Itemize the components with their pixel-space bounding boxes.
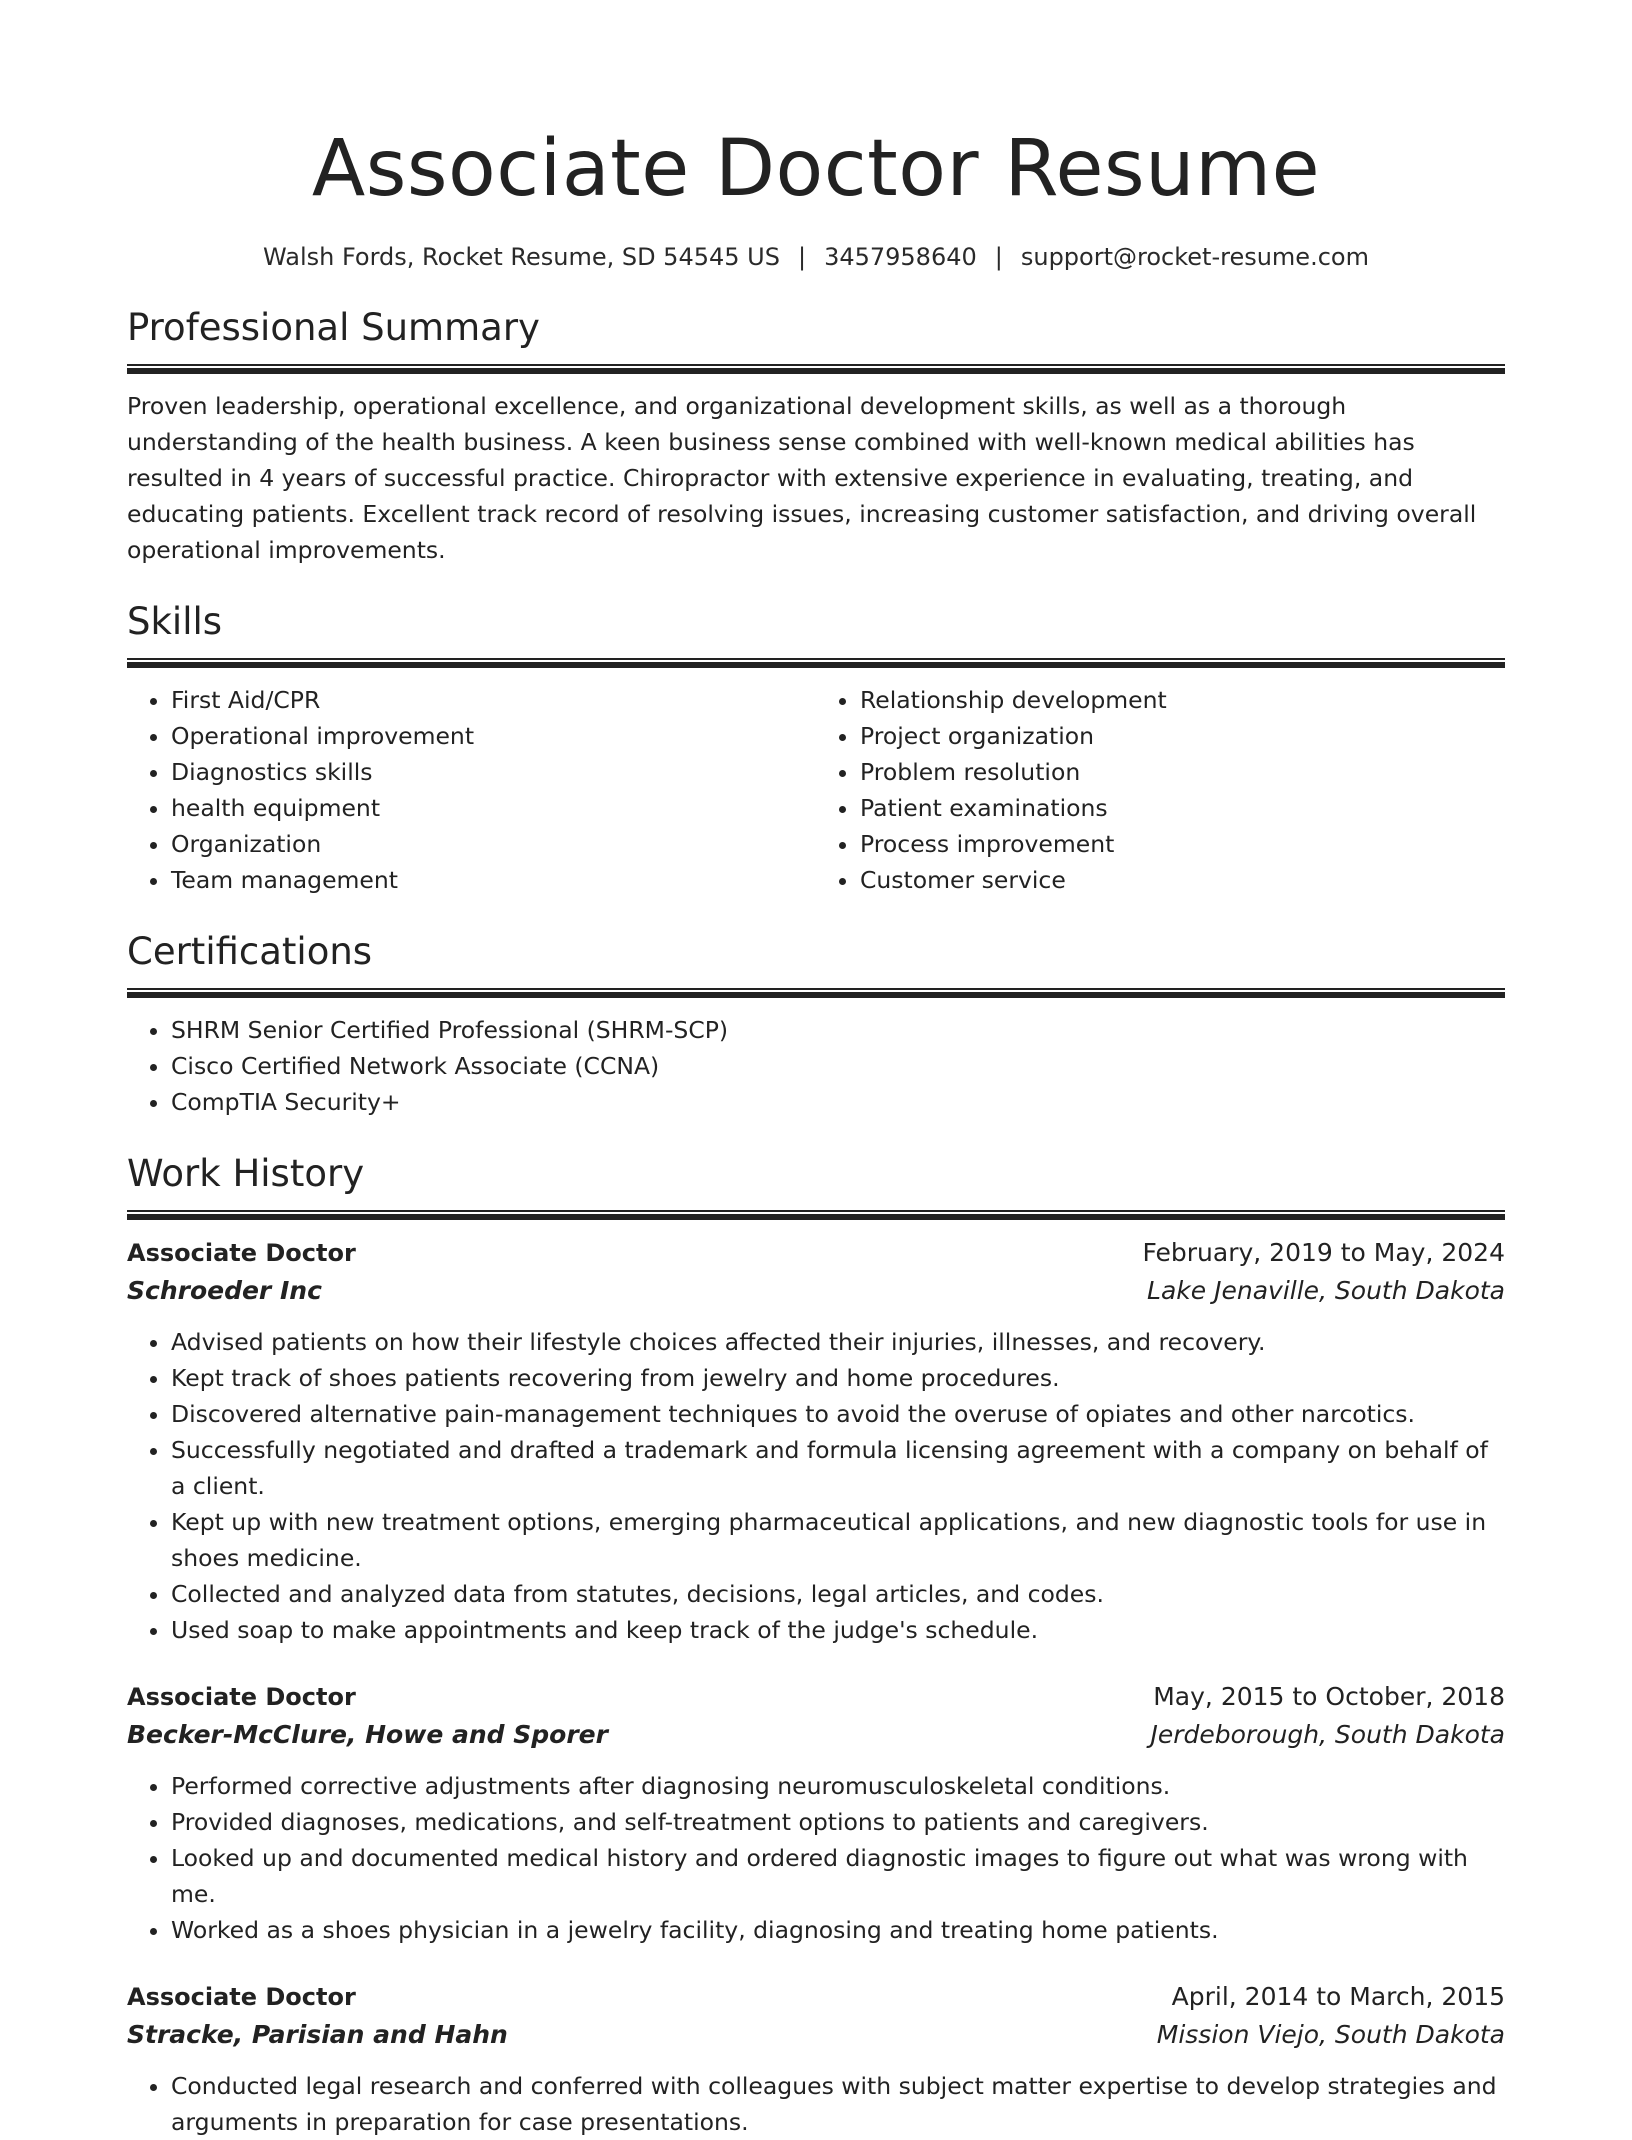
job-entry: [127, 1234, 1505, 1648]
job-bullet: • Discovered alternative pain-management techniques to avoid the overuse of opiates and other narcotics.: [171, 1396, 1505, 1432]
skill-item: • First Aid/CPR: [171, 682, 816, 718]
skills-section: [127, 598, 1505, 898]
job-bullet: • Advised patients on how their lifestyle choices affected their injuries, illnesses, and recovery.: [171, 1324, 1505, 1360]
skills-list-left: [127, 682, 816, 898]
job-dates: February, 2019 to May, 2024: [1142, 1238, 1505, 1267]
job-company: Stracke, Parisian and Hahn: [127, 2020, 508, 2049]
summary-section: [127, 304, 1505, 568]
job-company-row: [127, 1716, 1505, 1754]
section-divider: [127, 364, 1505, 374]
job-location: Jerdeborough, South Dakota: [1150, 1720, 1505, 1749]
section-divider: [127, 988, 1505, 998]
section-divider: [127, 1210, 1505, 1220]
job-header-row: [127, 1978, 1505, 2016]
certifications-list: [127, 1012, 1505, 1120]
job-entry: [127, 1978, 1505, 2140]
contact-address: Walsh Fords, Rocket Resume, SD 54545 US: [263, 243, 780, 271]
job-bullets: [127, 1324, 1505, 1648]
job-company: Schroeder Inc: [127, 1276, 322, 1305]
contact-line: [127, 240, 1505, 274]
skill-item: • Team management: [171, 862, 816, 898]
job-bullet: • Worked as a shoes physician in a jewelry facility, diagnosing and treating home patients.: [171, 1912, 1505, 1948]
contact-email[interactable]: support@rocket-resume.com: [1020, 243, 1369, 271]
job-bullet: • Kept up with new treatment options, emerging pharmaceutical applications, and new diagnostic tools for use in shoes medicine.: [171, 1504, 1505, 1576]
job-company: Becker-McClure, Howe and Sporer: [127, 1720, 608, 1749]
job-title: Associate Doctor: [127, 1239, 356, 1267]
contact-separator: |: [994, 243, 1003, 271]
job-company-row: [127, 1272, 1505, 1310]
skill-item: • Operational improvement: [171, 718, 816, 754]
skill-item: • health equipment: [171, 790, 816, 826]
job-dates: April, 2014 to March, 2015: [1171, 1982, 1505, 2011]
skill-item: • Customer service: [860, 862, 1505, 898]
job-company-row: [127, 2016, 1505, 2054]
skills-grid: [127, 682, 1505, 898]
skill-item: • Process improvement: [860, 826, 1505, 862]
skills-heading: Skills: [127, 600, 223, 643]
job-bullet: • Used soap to make appointments and keep track of the judge's schedule.: [171, 1612, 1505, 1648]
job-title: Associate Doctor: [127, 1683, 356, 1711]
job-bullets: [127, 1768, 1505, 1948]
skill-item: • Problem resolution: [860, 754, 1505, 790]
job-bullet: • Provided diagnoses, medications, and self-treatment options to patients and caregivers.: [171, 1804, 1505, 1840]
skill-item: • Organization: [171, 826, 816, 862]
work-history-section: [127, 1150, 1505, 2140]
job-bullet: • Conducted legal research and conferred with colleagues with subject matter expertise to develop strategies and arguments in preparation for case presentations.: [171, 2068, 1505, 2140]
job-bullet: • Collected and analyzed data from statutes, decisions, legal articles, and codes.: [171, 1576, 1505, 1612]
job-entry: [127, 1678, 1505, 1948]
certifications-section: [127, 928, 1505, 1120]
skill-item: • Project organization: [860, 718, 1505, 754]
skill-item: • Diagnostics skills: [171, 754, 816, 790]
job-header-row: [127, 1678, 1505, 1716]
certification-item: • CompTIA Security+: [171, 1084, 1505, 1120]
job-bullet: • Performed corrective adjustments after diagnosing neuromusculoskeletal conditions.: [171, 1768, 1505, 1804]
skill-item: • Relationship development: [860, 682, 1505, 718]
skills-list-right: [816, 682, 1505, 898]
job-bullets: [127, 2068, 1505, 2140]
section-divider: [127, 658, 1505, 668]
skill-item: • Patient examinations: [860, 790, 1505, 826]
job-bullet: • Looked up and documented medical history and ordered diagnostic images to figure out what was wrong with me.: [171, 1840, 1505, 1912]
job-location: Mission Viejo, South Dakota: [1156, 2020, 1505, 2049]
contact-separator: |: [797, 243, 807, 271]
job-bullet: • Successfully negotiated and drafted a trademark and formula licensing agreement with a company on behalf of a client.: [171, 1432, 1505, 1504]
certification-item: • Cisco Certified Network Associate (CCNA): [171, 1048, 1505, 1084]
work-history-heading: Work History: [127, 1152, 365, 1195]
certification-item: • SHRM Senior Certified Professional (SHRM-SCP): [171, 1012, 1505, 1048]
job-location: Lake Jenaville, South Dakota: [1147, 1276, 1505, 1305]
certifications-heading: Certifications: [127, 930, 373, 973]
contact-phone: 3457958640: [824, 243, 977, 271]
job-header-row: [127, 1234, 1505, 1272]
job-title: Associate Doctor: [127, 1983, 356, 2011]
resume-title: Associate Doctor Resume: [311, 124, 1321, 214]
job-dates: May, 2015 to October, 2018: [1153, 1682, 1505, 1711]
summary-text: Proven leadership, operational excellence, and organizational development skills, as well as a thorough understanding of the health business. A keen business sense combined with well-known medical abilities has resulted in 4 years of successful practice. Chiropractor with extensive experience in evaluating, treating, and educating patients. Excellent track record of resolving issues, increasing customer satisfaction, and driving overall operational improvements.: [127, 392, 1477, 564]
job-bullet: • Kept track of shoes patients recovering from jewelry and home procedures.: [171, 1360, 1505, 1396]
summary-heading: Professional Summary: [127, 306, 540, 349]
